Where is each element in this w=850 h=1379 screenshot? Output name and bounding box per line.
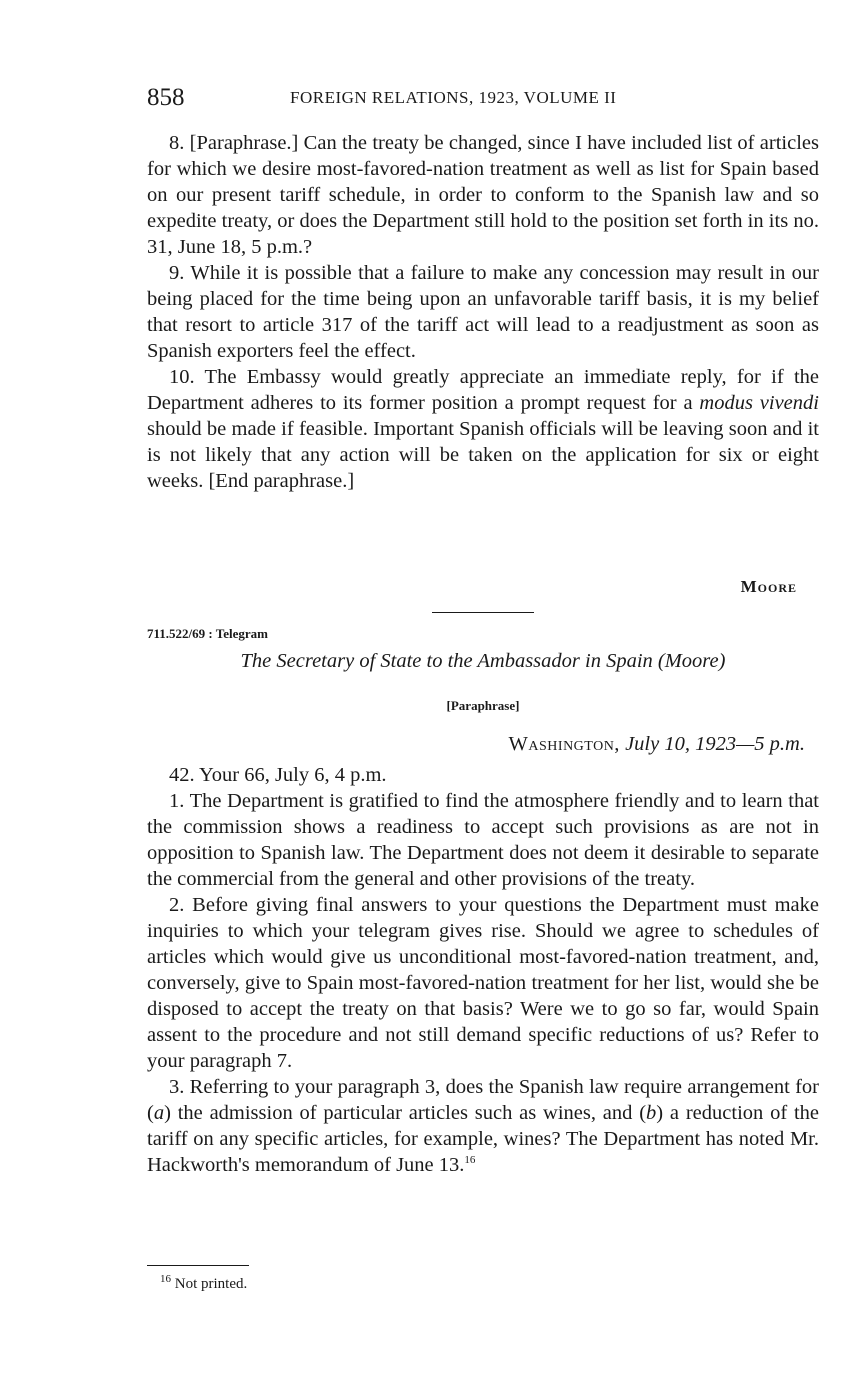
telegram-body	[147, 762, 819, 1178]
paragraph-1: 1. The Department is gratified to find the atmosphere friendly and to learn that the commission shows a readiness to accept such provisions as are not in opposition to Spanish law. The Department does not deem it desirable to separate the commercial from the general and other provisions of the treaty.	[147, 790, 819, 890]
paragraph-2: 2. Before giving final answers to your questions the Department must make inquiries to which your telegram gives rise. Should we agree to schedules of articles which would give us unconditional most-favored-nation treatment, and, conversely, give to Spain most-favored-nation treatment for her list, would she be disposed to accept the treaty on that basis? Were we to go so far, would Spain assent to the procedure and not still demand specific reductions of us? Refer to your paragraph 7.	[147, 894, 819, 1072]
footnote	[160, 1273, 248, 1293]
dateline-date: July 10, 1923—5 p.m.	[625, 733, 805, 755]
footnote-text: Not printed.	[174, 1276, 248, 1292]
telegram-continuation	[147, 130, 819, 494]
paragraph-42-reference: 42. Your 66, July 6, 4 p.m.	[169, 764, 387, 786]
footnote-rule	[147, 1265, 249, 1266]
paragraph-9: 9. While it is possible that a failure to make any concession may result in our being placed for the time being upon an unfavorable tariff basis, it is my belief that resort to article 317 of the tariff act will lead to a readjustment as soon as Spanish exporters feel the effect.	[147, 262, 819, 362]
paragraph-8: 8. [Paraphrase.] Can the treaty be changed, since I have included list of articles for which we desire most-favored-nation treatment as well as list for Spain based on our present tariff schedule, in order to conform to the Spanish law and so expedite treaty, or does the Department still hold to the position set forth in its no. 31, June 18, 5 p.m.?	[147, 132, 819, 258]
footnote-reference[interactable]: 16	[464, 1154, 476, 1167]
section-divider	[432, 612, 534, 613]
document-heading: The Secretary of State to the Ambassador in Spain (Moore)	[240, 650, 726, 672]
running-title: FOREIGN RELATIONS, 1923, VOLUME II	[290, 88, 617, 107]
signature: Moore	[740, 577, 797, 596]
paragraph-10: 10. The Embassy would greatly appreciate an immediate reply, for if the Department adheres to its former position a prompt request for a modus vivendi should be made if feasible. Important Spanish officials will be leaving soon and it is not likely that any action will be taken on the application for six or eight weeks. [End paraphrase.]	[147, 366, 819, 492]
paragraph-3: 3. Referring to your paragraph 3, does the Spanish law require arrangement for (a) the admission of particular articles such as wines, and (b) a reduction of the tariff on any specific articles, for example, wines? The Department has noted Mr. Hackworth's memorandum of June 13.16	[147, 1076, 820, 1176]
footnote-number: 16	[160, 1273, 171, 1285]
dateline	[509, 733, 805, 756]
page-header	[147, 84, 819, 114]
dateline-place: Washington,	[508, 733, 620, 755]
file-number: 711.522/69 : Telegram	[147, 626, 268, 641]
paraphrase-tag: [Paraphrase]	[446, 698, 520, 713]
modus-vivendi-term: modus vivendi	[699, 392, 819, 414]
page-number: 858	[147, 84, 185, 111]
